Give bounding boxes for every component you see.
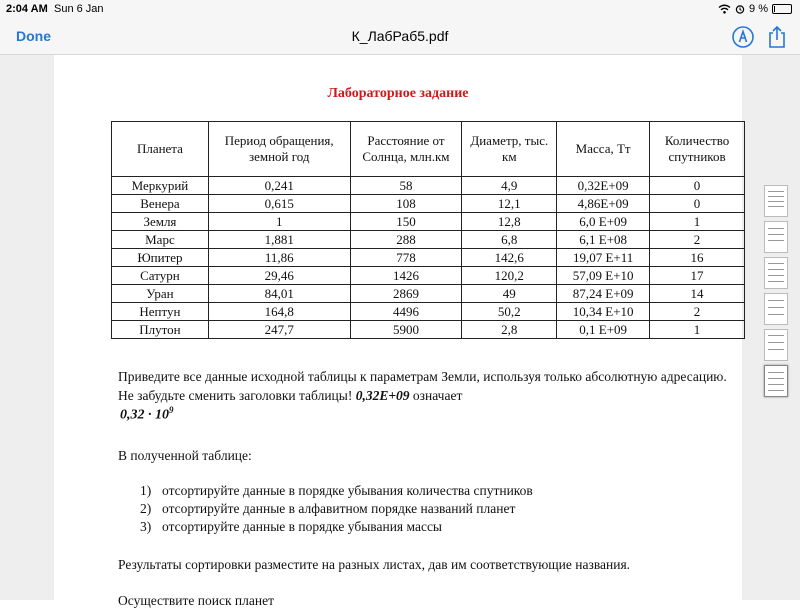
table-cell: 6,8 [462, 231, 557, 249]
pdf-page [54, 55, 742, 608]
table-cell: 49 [462, 285, 557, 303]
table-header-row [112, 122, 745, 177]
table-row [112, 195, 745, 213]
table-cell: 0,615 [208, 195, 350, 213]
paragraph-1-tail: означает [412, 388, 463, 403]
table-row [112, 321, 745, 339]
formula-base: 0,32 · 10 [120, 407, 169, 423]
document-title: К_ЛабРаб5.pdf [351, 28, 449, 44]
list-item [118, 482, 533, 500]
nav-bar [0, 20, 800, 55]
share-icon[interactable] [765, 25, 789, 49]
table-cell: 12,8 [462, 213, 557, 231]
table-row [112, 177, 745, 195]
paragraph-2: В полученной таблице: [118, 448, 252, 463]
task-list [118, 482, 533, 536]
table-row [112, 267, 745, 285]
table-cell: 247,7 [208, 321, 350, 339]
formula [120, 405, 174, 424]
battery-icon [772, 4, 792, 14]
table-cell: 4,9 [462, 177, 557, 195]
table-header-cell: Период обращения, земной год [208, 122, 350, 177]
table-body [112, 177, 745, 339]
table-cell: 11,86 [208, 249, 350, 267]
document-viewer[interactable] [0, 55, 800, 608]
page-thumbnail-current[interactable] [764, 365, 788, 397]
table-cell: 58 [350, 177, 462, 195]
list-item-text: отсортируйте данные в порядке убывания массы [162, 519, 443, 534]
lab-title: Лабораторное задание [327, 86, 469, 101]
table-header-cell: Количество спутников [650, 122, 745, 177]
wifi-icon [718, 4, 731, 14]
table-header-cell: Масса, Тт [557, 122, 650, 177]
table-cell: 87,24 Е+09 [557, 285, 650, 303]
page-thumbnail[interactable] [764, 329, 788, 361]
table-cell: 17 [650, 267, 745, 285]
table-cell: Марс [112, 231, 209, 249]
table-cell: 4496 [350, 303, 462, 321]
table-cell: Венера [112, 195, 209, 213]
paragraph-4-partial: Осуществите поиск планет [118, 593, 274, 608]
table-row [112, 249, 745, 267]
table-cell: 0 [650, 195, 745, 213]
table-row [112, 231, 745, 249]
table-cell: 1 [650, 321, 745, 339]
page-thumbnail[interactable] [764, 293, 788, 325]
table-cell: Нептун [112, 303, 209, 321]
planet-table [111, 121, 745, 339]
table-cell: Плутон [112, 321, 209, 339]
table-cell: 2869 [350, 285, 462, 303]
table-cell: 164,8 [208, 303, 350, 321]
list-item [118, 518, 533, 536]
table-cell: 57,09 Е+10 [557, 267, 650, 285]
table-cell: 4,86Е+09 [557, 195, 650, 213]
table-cell: 6,0 Е+09 [557, 213, 650, 231]
table-cell: 2 [650, 231, 745, 249]
table-cell: 0,32Е+09 [557, 177, 650, 195]
table-cell: 778 [350, 249, 462, 267]
table-cell: 84,01 [208, 285, 350, 303]
table-cell: 1426 [350, 267, 462, 285]
paragraph-1-text: Приведите все данные исходной таблицы к параметрам Земли, используя только абсолютную адресацию. Не забудьте сменить заголовки таблицы! [118, 369, 727, 403]
table-cell: 288 [350, 231, 462, 249]
table-cell: 5900 [350, 321, 462, 339]
table-cell: 120,2 [462, 267, 557, 285]
table-cell: 0 [650, 177, 745, 195]
table-cell: 16 [650, 249, 745, 267]
markup-pen-icon[interactable] [731, 25, 755, 49]
page-thumbnail[interactable] [764, 257, 788, 289]
table-cell: Земля [112, 213, 209, 231]
list-item-text: отсортируйте данные в порядке убывания количества спутников [162, 483, 533, 498]
table-header-cell: Расстояние от Солнца, млн.км [350, 122, 462, 177]
status-time: 2:04 AM [6, 3, 48, 15]
table-row [112, 303, 745, 321]
table-cell: 150 [350, 213, 462, 231]
list-item-number: 3) [140, 519, 152, 534]
table-cell: 1 [208, 213, 350, 231]
table-cell: 29,46 [208, 267, 350, 285]
list-item-number: 1) [140, 483, 152, 498]
alarm-icon [735, 4, 745, 14]
table-cell: Сатурн [112, 267, 209, 285]
table-cell: 6,1 Е+08 [557, 231, 650, 249]
list-item-text: отсортируйте данные в алфавитном порядке названий планет [162, 501, 516, 516]
table-cell: 1 [650, 213, 745, 231]
formula-exponent: 9 [169, 405, 174, 415]
table-cell: 2 [650, 303, 745, 321]
table-row [112, 213, 745, 231]
table-cell: 10,34 Е+10 [557, 303, 650, 321]
table-cell: 50,2 [462, 303, 557, 321]
table-cell: 0,1 Е+09 [557, 321, 650, 339]
paragraph-1-emphasis: 0,32Е+09 [355, 388, 410, 403]
table-row [112, 285, 745, 303]
table-cell: 142,6 [462, 249, 557, 267]
list-item-number: 2) [140, 501, 152, 516]
paragraph-instructions [118, 367, 728, 405]
battery-text: 9 % [749, 3, 768, 15]
table-cell: Юпитер [112, 249, 209, 267]
status-date: Sun 6 Jan [54, 3, 104, 15]
table-cell: Меркурий [112, 177, 209, 195]
status-bar [0, 0, 800, 20]
paragraph-3: Результаты сортировки разместите на разных листах, дав им соответствующие названия. [118, 557, 631, 572]
done-button[interactable]: Done [16, 28, 51, 44]
page-thumbnails [764, 185, 794, 401]
table-cell: 19,07 Е+11 [557, 249, 650, 267]
table-cell: Уран [112, 285, 209, 303]
page-thumbnail[interactable] [764, 221, 788, 253]
table-cell: 14 [650, 285, 745, 303]
page-thumbnail[interactable] [764, 185, 788, 217]
list-item [118, 500, 533, 518]
table-header-cell: Диаметр, тыс. км [462, 122, 557, 177]
status-right [718, 3, 792, 15]
table-cell: 0,241 [208, 177, 350, 195]
table-header-cell: Планета [112, 122, 209, 177]
table-cell: 108 [350, 195, 462, 213]
table-cell: 1,881 [208, 231, 350, 249]
table-cell: 12,1 [462, 195, 557, 213]
table-cell: 2,8 [462, 321, 557, 339]
